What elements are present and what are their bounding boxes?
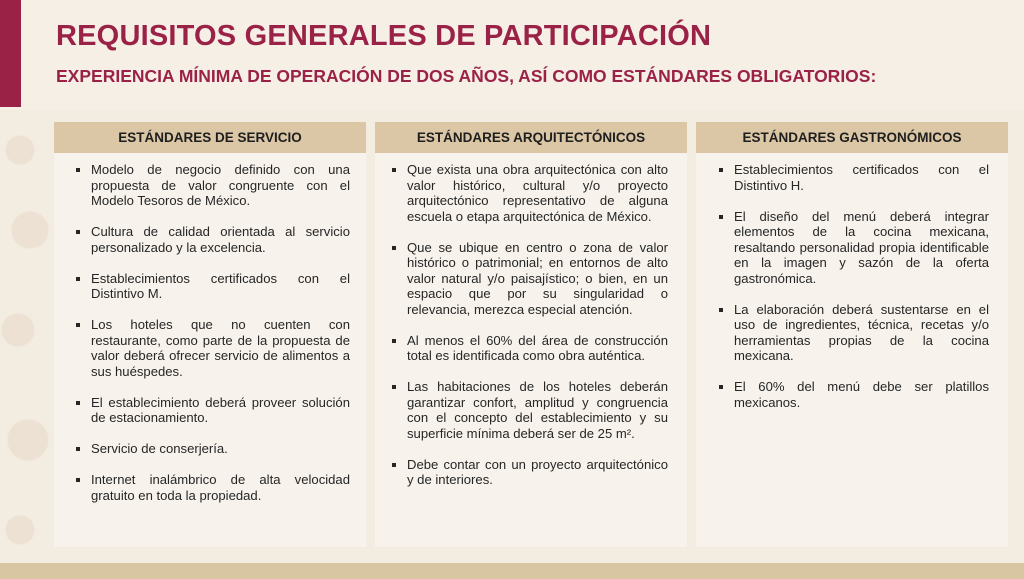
list-item: Las habitaciones de los hoteles deberán garantizar confort, amplitud y congruencia con el concepto del establecimiento y su superficie mínima deberá ser de 25 m². <box>407 379 668 441</box>
standards-list <box>696 153 1008 410</box>
list-item: Debe contar con un proyecto arquitectónico y de interiores. <box>407 457 668 488</box>
list-item: Que se ubique en centro o zona de valor histórico o patrimonial; en entornos de alto valor natural y/o paisajístico; o bien, en un espacio que por su singularidad o relevancia, merezca especial atención. <box>407 240 668 318</box>
standards-list <box>375 153 687 488</box>
page-subtitle: EXPERIENCIA MÍNIMA DE OPERACIÓN DE DOS AÑOS, ASÍ COMO ESTÁNDARES OBLIGATORIOS: <box>56 66 877 86</box>
bullet-icon <box>392 168 396 172</box>
accent-bar <box>0 0 21 107</box>
list-item: Cultura de calidad orientada al servicio personalizado y la excelencia. <box>91 224 350 255</box>
list-item: Servicio de conserjería. <box>91 441 350 457</box>
column-heading: ESTÁNDARES DE SERVICIO <box>54 122 366 153</box>
bullet-icon <box>76 168 80 172</box>
list-item: El diseño del menú deberá integrar elementos de la cocina mexicana, resaltando personalidad propia identificable en la imagen y sazón de la oferta gastronómica. <box>734 209 989 287</box>
column-heading: ESTÁNDARES ARQUITECTÓNICOS <box>375 122 687 153</box>
column-heading: ESTÁNDARES GASTRONÓMICOS <box>696 122 1008 153</box>
bullet-icon <box>392 463 396 467</box>
column-service-standards <box>54 122 366 547</box>
bullet-icon <box>76 478 80 482</box>
footer-band <box>0 563 1024 579</box>
list-item: Establecimientos certificados con el Distintivo H. <box>734 162 989 193</box>
bullet-icon <box>392 339 396 343</box>
bullet-icon <box>76 447 80 451</box>
bullet-icon <box>392 246 396 250</box>
header-band <box>0 0 1024 110</box>
list-item: Al menos el 60% del área de construcción total es identificada como obra auténtica. <box>407 333 668 364</box>
bullet-icon <box>719 308 723 312</box>
list-item: La elaboración deberá sustentarse en el uso de ingredientes, técnica, recetas y/o herramientas propias de la cocina mexicana. <box>734 302 989 364</box>
page-title: REQUISITOS GENERALES DE PARTICIPACIÓN <box>56 20 712 52</box>
bullet-icon <box>392 385 396 389</box>
standards-list <box>54 153 366 503</box>
list-item: Modelo de negocio definido con una propuesta de valor congruente con el Modelo Tesoros de México. <box>91 162 350 209</box>
column-gastronomic-standards <box>696 122 1008 547</box>
bullet-icon <box>76 230 80 234</box>
list-item: Los hoteles que no cuenten con restaurante, como parte de la propuesta de valor deberá ofrecer servicio de alimentos a sus huéspedes. <box>91 317 350 379</box>
list-item: El 60% del menú debe ser platillos mexicanos. <box>734 379 989 410</box>
decorative-pattern <box>0 110 60 555</box>
list-item: Que exista una obra arquitectónica con alto valor histórico, cultural y/o proyecto arquitectónico representativo de alguna escuela o etapa arquitectónica de México. <box>407 162 668 224</box>
list-item: El establecimiento deberá proveer solución de estacionamiento. <box>91 395 350 426</box>
bullet-icon <box>719 215 723 219</box>
bullet-icon <box>76 323 80 327</box>
bullet-icon <box>76 401 80 405</box>
bullet-icon <box>719 385 723 389</box>
list-item: Internet inalámbrico de alta velocidad gratuito en toda la propiedad. <box>91 472 350 503</box>
bullet-icon <box>719 168 723 172</box>
column-architectural-standards <box>375 122 687 547</box>
bullet-icon <box>76 277 80 281</box>
list-item: Establecimientos certificados con el Distintivo M. <box>91 271 350 302</box>
